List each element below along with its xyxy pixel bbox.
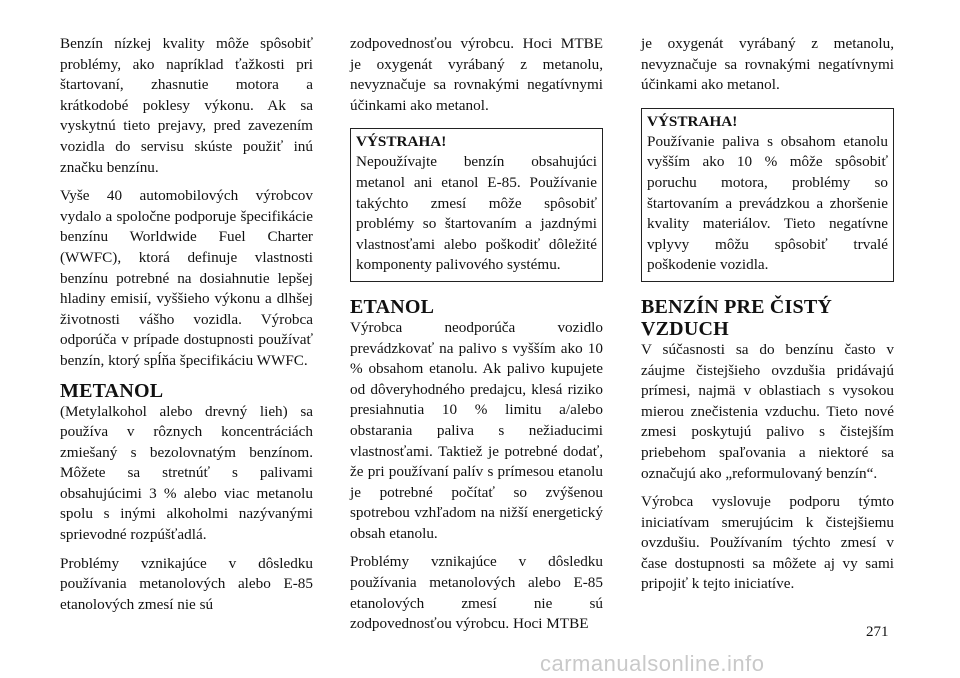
paragraph-fuel-quality: Benzín nízkej kvality môže spôsobiť problémy, ako napríklad ťažkosti pri štartovaní, zhasnutie motora a krátkodobé poklesy výkonu. Ak sa vyskytnú tieto prejavy, pred zavezením vozidla do servisu skúste použiť inú značku benzínu. xyxy=(60,35,313,176)
paragraph-etanol: Výrobca neodporúča vozidlo prevádzkovať na palivo s vyšším ako 10 % obsahom etanolu. Ak palivo kupujete od dôveryhodného predajcu, klesá riziko presiahnutia 10 % limitu a/alebo obstarania paliva s nežiaducimi vlastnosťami. Taktiež je potrebné dodať, že pri používaní palív s prímesou etanolu je potrebné počítať so zvýšenou spotrebou vzhľadom na nižší energetický obsah etanolu. xyxy=(350,318,603,542)
warning-box-etanol xyxy=(641,108,894,282)
heading-etanol: ETANOL xyxy=(350,295,435,318)
column-left xyxy=(60,34,313,623)
page-number: 271 xyxy=(866,624,889,640)
paragraph-metanol: (Metylalkohol alebo drevný lieh) sa používa v rôznych koncentráciách zmiešaný s bezolovnatým benzínom. Môžete sa stretnúť s palivami obsahujúcimi 3 % alebo viac metanolu spolu s inými alkoholmi nazývanými sprievodné rozpúšťadlá. xyxy=(60,402,313,544)
heading-metanol: METANOL xyxy=(60,379,164,402)
warning-body: Nepoužívajte benzín obsahujúci metanol ani etanol E-85. Používanie takýchto zmesí môže spôsobiť problémy so štartovaním a jazdnými vlastnosťami alebo poškodiť dôležité komponenty palivového systému. xyxy=(356,153,597,274)
paragraph-oxygenate: je oxygenát vyrábaný z metanolu, nevyznačuje sa rovnakými negatívnymi účinkami ako metanol. xyxy=(641,35,894,94)
warning-box-metanol xyxy=(350,128,603,282)
warning-title: VÝSTRAHA! xyxy=(356,133,447,151)
watermark: carmanualsonline.info xyxy=(540,651,765,676)
column-middle xyxy=(350,34,603,643)
paragraph-problems: Problémy vznikajúce v dôsledku používania metanolových alebo E-85 etanolových zmesí nie sú xyxy=(60,554,313,613)
warning-body: Používanie paliva s obsahom etanolu vyšším ako 10 % môže spôsobiť poruchu motora, problémy so štartovaním a prevádzkou a zhoršenie kvality materiálov. Tieto negatívne vplyvy môžu spôsobiť trvalé poškodenie vozidla. xyxy=(647,132,888,274)
column-right xyxy=(641,34,894,603)
paragraph-clean-air: V súčasnosti sa do benzínu často v záujme čistejšieho ovzdušia pridávajú prímesi, najmä v oblastiach s vysokou mierou znečistenia vzduchu. Tieto nové zmesi poskytujú palivo s čistejším priebehom spaľovania a niektoré sa označujú ako „reformulovaný benzín“. xyxy=(641,340,894,482)
paragraph-problems-2: Problémy vznikajúce v dôsledku používania metanolových alebo E-85 etanolových zmesí nie sú zodpovednosťou výrobcu. Hoci MTBE xyxy=(350,553,603,633)
paragraph-mtbe: zodpovednosťou výrobcu. Hoci MTBE je oxygenát vyrábaný z metanolu, nevyznačuje sa rovnakými negatívnymi účinkami ako metanol. xyxy=(350,35,603,114)
paragraph-wwfc: Vyše 40 automobilových výrobcov vydalo a spoločne podporuje špecifikácie benzínu Worldwide Fuel Charter (WWFC), ktorá definuje vlastnosti benzínu potrebné na dosiahnutie lepšej hladiny emisií, vyššieho výkonu a dlhšej životnosti vášho vozidla. Výrobca odporúča v prípade dostupnosti používať benzín, ktorý spĺňa špecifikáciu WWFC. xyxy=(60,187,313,369)
paragraph-initiative: Výrobca vyslovuje podporu týmto iniciatívam smerujúcim k čistejšiemu ovzdušiu. Používaním týchto zmesí v čase dostupnosti sa môžete aj vy sami pripojiť k tejto iniciatíve. xyxy=(641,493,894,593)
warning-title: VÝSTRAHA! xyxy=(647,112,738,130)
heading-clean-air-fuel: BENZÍN PRE ČISTÝ VZDUCH xyxy=(641,295,833,340)
